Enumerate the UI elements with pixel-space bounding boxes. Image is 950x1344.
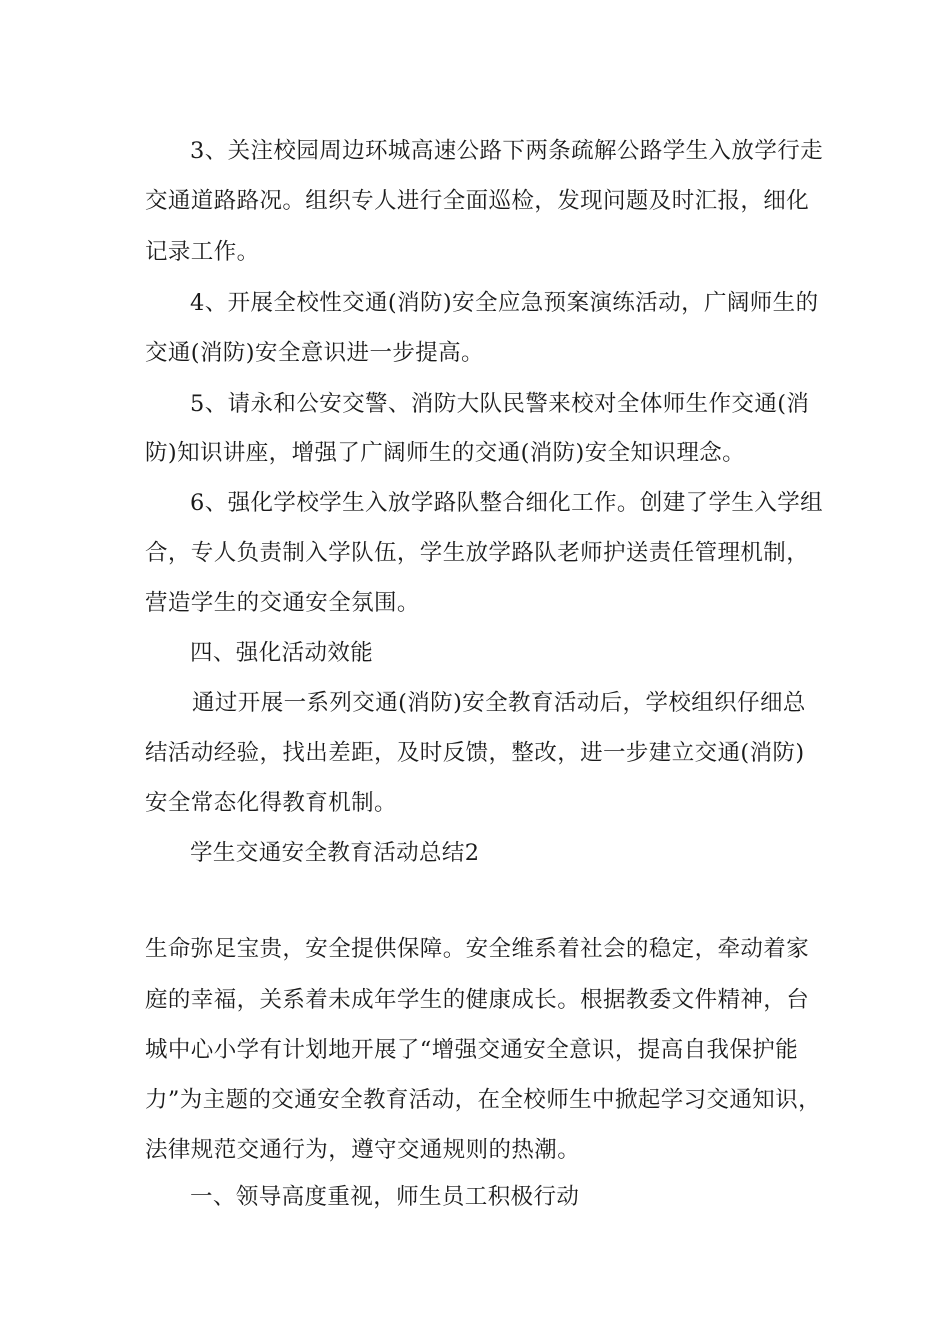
text-line: 合，专人负责制入学队伍，学生放学路队老师护送责任管理机制， bbox=[145, 540, 810, 566]
text-line: 庭的幸福，关系着未成年学生的健康成长。根据教委文件精神，台 bbox=[145, 987, 810, 1013]
text-line: 结活动经验，找出差距，及时反馈，整改，进一步建立交通(消防) bbox=[145, 740, 805, 766]
text-line: 通过开展一系列交通(消防)安全教育活动后，学校组织仔细总 bbox=[192, 690, 806, 716]
text-line: 交通道路路况。组织专人进行全面巡检，发现问题及时汇报，细化 bbox=[145, 188, 810, 214]
text-line: 防)知识讲座，增强了广阔师生的交通(消防)安全知识理念。 bbox=[145, 440, 746, 466]
section-heading: 一、领导高度重视，师生员工积极行动 bbox=[190, 1184, 580, 1210]
section-heading: 四、强化活动效能 bbox=[190, 640, 374, 666]
text-line: 生命弥足宝贵，安全提供保障。安全维系着社会的稳定，牵动着家 bbox=[145, 936, 810, 962]
text-line: 力”为主题的交通安全教育活动，在全校师生中掀起学习交通知识， bbox=[145, 1087, 822, 1113]
document-title: 学生交通安全教育活动总结2 bbox=[190, 840, 480, 866]
text-line: 记录工作。 bbox=[145, 239, 260, 265]
text-line: 营造学生的交通安全氛围。 bbox=[145, 590, 420, 616]
text-line: 城中心小学有计划地开展了“增强交通安全意识，提高自我保护能 bbox=[145, 1037, 799, 1063]
text-line: 5、请永和公安交警、消防大队民警来校对全体师生作交通(消 bbox=[190, 391, 810, 417]
text-line: 3、关注校园周边环城高速公路下两条疏解公路学生入放学行走 bbox=[190, 138, 824, 164]
text-line: 4、开展全校性交通(消防)安全应急预案演练活动，广阔师生的 bbox=[190, 290, 819, 316]
text-line: 安全常态化得教育机制。 bbox=[145, 790, 397, 816]
text-line: 6、强化学校学生入放学路队整合细化工作。创建了学生入学组 bbox=[190, 490, 824, 516]
text-line: 交通(消防)安全意识进一步提高。 bbox=[145, 340, 484, 366]
text-line: 法律规范交通行为，遵守交通规则的热潮。 bbox=[145, 1137, 581, 1163]
